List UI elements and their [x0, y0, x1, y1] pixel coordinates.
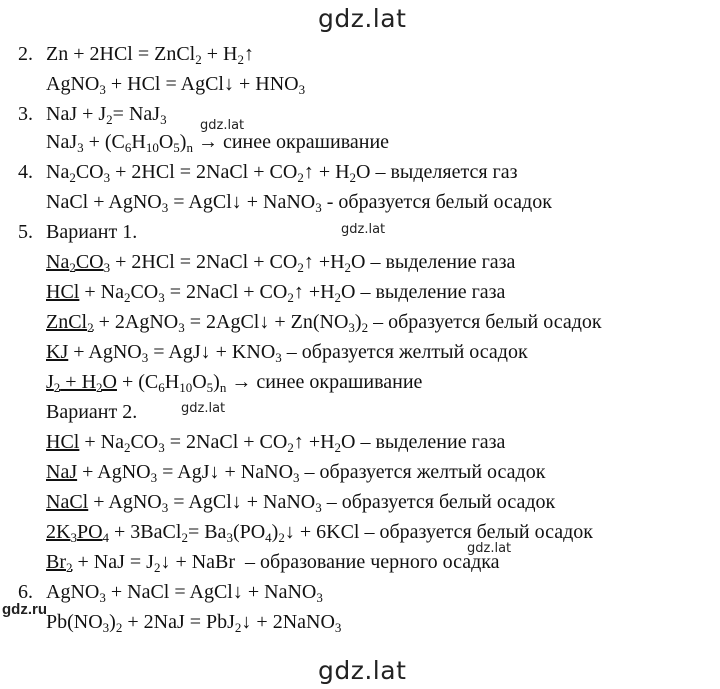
equation-line: HCl + $Na_2CO_3$ = 2NaCl + $CO_2↑ +H_2O$ – выделение газа: [46, 431, 506, 455]
item-number: 6.: [18, 581, 33, 603]
item-number: 4.: [18, 161, 33, 183]
watermark-top: gdz.lat: [318, 4, 407, 33]
equation-line: NaCl + AgNO$_3$ = AgCl↓ + NaNO$_3$ – образуется белый осадок: [46, 491, 556, 515]
item-number: 2.: [18, 43, 33, 65]
item-number: 5.: [18, 221, 33, 243]
watermark-side: gdz.ru: [2, 601, 47, 618]
equation-line: $Br_2$ + NaJ = $J_2↓$ + NaBr – образование черного осадка: [46, 551, 500, 575]
variant-heading: Вариант 2.: [46, 401, 138, 423]
watermark-inline: gdz.lat: [181, 401, 226, 416]
equation-line: ZnCl$_2$ + 2AgNO$_3$ = 2AgCl↓ + $Zn(NO_3)_2$ – образуется белый осадок: [46, 311, 602, 335]
item-number: 3.: [18, 103, 33, 125]
equation-line: $J_2 + H_2O + (C_6H_{10}O_5)_n$ → синее окрашивание: [46, 371, 423, 395]
variant-heading: Вариант 1.: [46, 221, 138, 243]
equation-line: Zn + 2HCl = ZnCl$_2$ + $H_2↑$: [46, 43, 254, 67]
watermark-inline: gdz.lat: [341, 222, 386, 237]
equation-line: KJ + AgNO$_3$ = AgJ↓ + $KNO_3$ – образуется желтый осадок: [46, 341, 528, 365]
equation-line: $Pb(NO_3)_2 + 2NaJ$ = PbJ$_2$↓ + 2NaNO$_3$: [46, 611, 342, 635]
watermark-bottom: gdz.lat: [318, 656, 407, 685]
equation-line: $2K_3PO_4$ + 3BaCl$_2$= $Ba_3(PO_4)_2↓ + 6KCl$ – образуется белый осадок: [46, 521, 593, 545]
equation-line: NaJ + AgNO$_3$ = AgJ↓ + NaNO$_3$ – образуется желтый осадок: [46, 461, 546, 485]
equation-line: AgNO$_3$ + NaCl = AgCl↓ + NaNO$_3$: [46, 581, 323, 605]
equation-line: NaJ + $J_2= NaJ_3$: [46, 103, 167, 127]
equation-line: HCl + $Na_2CO_3$ = 2NaCl + $CO_2↑ +H_2O$ – выделение газа: [46, 281, 506, 305]
equation-line: $NaJ_3 + (C_6H_{10}O_5)_n$ → синее окрашивание: [46, 131, 390, 155]
equation-line: $Na_2CO_3 + 2HCl$ = 2NaCl + $CO_2↑ + H_2O$ – выделяется газ: [46, 161, 518, 185]
equation-line: AgNO$_3$ + HCl = AgCl↓ + $HNO_3$: [46, 73, 306, 97]
equation-line: NaCl + AgNO$_3$ = AgCl↓ + NaNO$_3$ - образуется белый осадок: [46, 191, 552, 215]
watermark-inline: gdz.lat: [467, 541, 512, 556]
equation-line: $Na_2CO_3 + 2HCl$ = 2NaCl + $CO_2↑ +H_2O$ – выделение газа: [46, 251, 516, 275]
watermark-inline: gdz.lat: [200, 118, 245, 133]
